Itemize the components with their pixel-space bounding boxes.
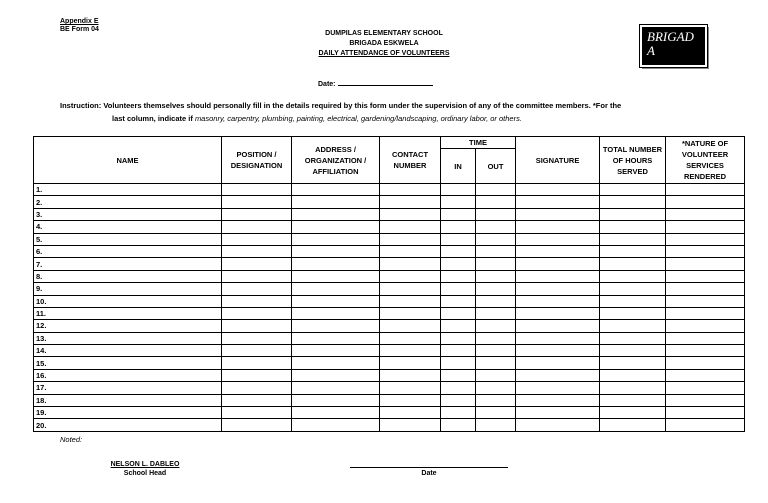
table-cell[interactable] — [380, 345, 441, 357]
instruction-line-2-bold: last column, indicate if — [112, 114, 195, 123]
table-cell[interactable] — [222, 221, 292, 233]
table-cell[interactable] — [222, 369, 292, 381]
brigada-logo-text: BRIGADA — [647, 29, 694, 58]
row-number-cell[interactable]: 19. — [34, 407, 222, 419]
table-cell[interactable] — [222, 233, 292, 245]
table-cell[interactable] — [292, 357, 380, 369]
attendance-table — [33, 136, 745, 432]
table-cell[interactable] — [380, 283, 441, 295]
table-cell[interactable] — [666, 233, 745, 245]
table-cell[interactable] — [380, 295, 441, 307]
table-cell[interactable] — [222, 345, 292, 357]
table-cell[interactable] — [292, 184, 380, 196]
table-cell[interactable] — [222, 258, 292, 270]
table-cell[interactable] — [222, 283, 292, 295]
appendix-title: Appendix E — [60, 18, 99, 25]
program-name: BRIGADA ESKWELA — [349, 40, 419, 47]
row-number-cell[interactable]: 5. — [34, 233, 222, 245]
table-cell[interactable] — [292, 307, 380, 319]
table-row — [34, 295, 745, 307]
row-number-cell[interactable]: 17. — [34, 382, 222, 394]
table-cell[interactable] — [600, 382, 666, 394]
table-cell[interactable] — [600, 295, 666, 307]
table-cell[interactable] — [516, 307, 600, 319]
table-cell[interactable] — [600, 283, 666, 295]
table-cell[interactable] — [222, 394, 292, 406]
table-cell[interactable] — [516, 394, 600, 406]
table-cell[interactable] — [441, 332, 476, 344]
table-cell[interactable] — [516, 221, 600, 233]
table-cell[interactable] — [292, 320, 380, 332]
table-row — [34, 357, 745, 369]
table-cell[interactable] — [666, 208, 745, 220]
table-cell[interactable] — [476, 245, 516, 257]
table-cell[interactable] — [516, 332, 600, 344]
table-cell[interactable] — [222, 245, 292, 257]
table-cell[interactable] — [441, 184, 476, 196]
table-cell[interactable] — [476, 332, 516, 344]
table-cell[interactable] — [380, 245, 441, 257]
table-cell[interactable] — [441, 357, 476, 369]
table-cell[interactable] — [441, 258, 476, 270]
table-cell[interactable] — [292, 245, 380, 257]
table-cell[interactable] — [476, 221, 516, 233]
table-row — [34, 320, 745, 332]
table-cell[interactable] — [292, 258, 380, 270]
school-name: DUMPILAS ELEMENTARY SCHOOL — [325, 30, 443, 37]
school-head-title: School Head — [123, 470, 167, 477]
row-number-cell[interactable]: 12. — [34, 320, 222, 332]
table-row — [34, 184, 745, 196]
table-cell[interactable] — [292, 419, 380, 431]
table-cell[interactable] — [516, 407, 600, 419]
table-cell[interactable] — [516, 245, 600, 257]
table-cell[interactable] — [516, 320, 600, 332]
table-cell[interactable] — [441, 394, 476, 406]
table-cell[interactable] — [476, 208, 516, 220]
table-row — [34, 208, 745, 220]
table-cell[interactable] — [600, 419, 666, 431]
table-cell[interactable] — [222, 419, 292, 431]
table-cell[interactable] — [222, 320, 292, 332]
table-cell[interactable] — [292, 221, 380, 233]
table-cell[interactable] — [666, 357, 745, 369]
table-cell[interactable] — [600, 208, 666, 220]
date-field — [318, 78, 433, 88]
table-cell[interactable] — [441, 345, 476, 357]
table-cell[interactable] — [441, 382, 476, 394]
table-row — [34, 245, 745, 257]
row-number-cell[interactable]: 1. — [34, 184, 222, 196]
table-cell[interactable] — [476, 369, 516, 381]
table-cell[interactable] — [222, 357, 292, 369]
row-number-cell[interactable]: 3. — [34, 208, 222, 220]
table-cell[interactable] — [666, 320, 745, 332]
row-number-cell[interactable]: 10. — [34, 295, 222, 307]
table-cell[interactable] — [222, 208, 292, 220]
table-cell[interactable] — [441, 233, 476, 245]
row-number-cell[interactable]: 18. — [34, 394, 222, 406]
table-cell[interactable] — [476, 295, 516, 307]
table-cell[interactable] — [666, 307, 745, 319]
table-cell[interactable] — [380, 208, 441, 220]
row-number-cell[interactable]: 2. — [34, 196, 222, 208]
form-title: DAILY ATTENDANCE OF VOLUNTEERS — [318, 50, 450, 57]
table-cell[interactable] — [476, 258, 516, 270]
table-cell[interactable] — [380, 394, 441, 406]
table-cell[interactable] — [292, 407, 380, 419]
table-cell[interactable] — [666, 407, 745, 419]
table-cell[interactable] — [516, 283, 600, 295]
table-cell[interactable] — [600, 369, 666, 381]
table-cell[interactable] — [516, 258, 600, 270]
row-number-cell[interactable]: 14. — [34, 345, 222, 357]
table-cell[interactable] — [666, 419, 745, 431]
table-cell[interactable] — [380, 369, 441, 381]
table-row — [34, 258, 745, 270]
table-cell[interactable] — [600, 357, 666, 369]
table-cell[interactable] — [441, 407, 476, 419]
table-cell[interactable] — [476, 394, 516, 406]
table-cell[interactable] — [600, 320, 666, 332]
table-cell[interactable] — [600, 233, 666, 245]
table-cell[interactable] — [222, 196, 292, 208]
table-row — [34, 233, 745, 245]
table-row — [34, 369, 745, 381]
table-row — [34, 345, 745, 357]
table-cell[interactable] — [476, 307, 516, 319]
table-cell[interactable] — [441, 419, 476, 431]
table-cell[interactable] — [516, 345, 600, 357]
table-cell[interactable] — [380, 332, 441, 344]
table-cell[interactable] — [600, 307, 666, 319]
table-cell[interactable] — [292, 394, 380, 406]
school-head-signature — [95, 460, 195, 478]
table-cell[interactable] — [292, 382, 380, 394]
table-cell[interactable] — [380, 196, 441, 208]
table-cell[interactable] — [476, 184, 516, 196]
header-contact: CONTACT NUMBER — [380, 137, 441, 184]
table-cell[interactable] — [666, 221, 745, 233]
table-cell[interactable] — [222, 295, 292, 307]
table-cell[interactable] — [380, 407, 441, 419]
row-number-cell[interactable]: 13. — [34, 332, 222, 344]
table-cell[interactable] — [516, 270, 600, 282]
table-cell[interactable] — [476, 233, 516, 245]
table-cell[interactable] — [516, 382, 600, 394]
table-cell[interactable] — [516, 295, 600, 307]
table-cell[interactable] — [516, 369, 600, 381]
row-number-cell[interactable]: 15. — [34, 357, 222, 369]
date-blank-line[interactable] — [338, 78, 433, 86]
instruction-line-2 — [60, 112, 710, 125]
table-row — [34, 382, 745, 394]
table-cell[interactable] — [441, 208, 476, 220]
header-time: TIME — [441, 137, 516, 149]
table-cell[interactable] — [380, 307, 441, 319]
brigada-logo — [640, 25, 707, 67]
table-cell[interactable] — [441, 245, 476, 257]
table-cell[interactable] — [600, 184, 666, 196]
table-cell[interactable] — [600, 196, 666, 208]
table-cell[interactable] — [292, 295, 380, 307]
header-signature: SIGNATURE — [516, 137, 600, 184]
table-row — [34, 332, 745, 344]
table-cell[interactable] — [476, 270, 516, 282]
table-row — [34, 307, 745, 319]
table-cell[interactable] — [600, 245, 666, 257]
table-cell[interactable] — [476, 357, 516, 369]
noted-label: Noted: — [60, 435, 83, 444]
table-row — [34, 407, 745, 419]
table-cell[interactable] — [600, 345, 666, 357]
table-cell[interactable] — [600, 394, 666, 406]
table-cell[interactable] — [222, 382, 292, 394]
table-cell[interactable] — [476, 382, 516, 394]
table-cell[interactable] — [292, 196, 380, 208]
table-cell[interactable] — [476, 320, 516, 332]
table-cell[interactable] — [292, 270, 380, 282]
instruction-line-1: Instruction: Volunteers themselves should personally fill in the details required by this form under the supervision of any of the committee members. *For the — [60, 101, 622, 110]
table-cell[interactable] — [666, 332, 745, 344]
table-cell[interactable] — [476, 407, 516, 419]
table-cell[interactable] — [600, 407, 666, 419]
row-number-cell[interactable]: 8. — [34, 270, 222, 282]
table-row — [34, 270, 745, 282]
table-cell[interactable] — [380, 382, 441, 394]
table-cell[interactable] — [666, 283, 745, 295]
header-time-in: IN — [441, 149, 476, 184]
table-cell[interactable] — [600, 270, 666, 282]
table-cell[interactable] — [516, 184, 600, 196]
signature-date-label: Date — [421, 470, 437, 477]
table-cell[interactable] — [600, 332, 666, 344]
table-cell[interactable] — [516, 233, 600, 245]
form-number: BE Form 04 — [60, 26, 99, 33]
header-hours: TOTAL NUMBER OF HOURS SERVED — [600, 137, 666, 184]
table-cell[interactable] — [666, 258, 745, 270]
table-cell[interactable] — [441, 196, 476, 208]
table-cell[interactable] — [666, 270, 745, 282]
table-cell[interactable] — [516, 357, 600, 369]
table-cell[interactable] — [292, 345, 380, 357]
table-cell[interactable] — [380, 270, 441, 282]
row-number-cell[interactable]: 16. — [34, 369, 222, 381]
table-cell[interactable] — [516, 196, 600, 208]
header-nature: *NATURE OF VOLUNTEER SERVICES RENDERED — [666, 137, 745, 184]
table-cell[interactable] — [222, 332, 292, 344]
table-cell[interactable] — [441, 295, 476, 307]
table-cell[interactable] — [292, 233, 380, 245]
table-cell[interactable] — [516, 419, 600, 431]
table-cell[interactable] — [222, 270, 292, 282]
table-cell[interactable] — [666, 196, 745, 208]
table-cell[interactable] — [292, 369, 380, 381]
table-cell[interactable] — [292, 208, 380, 220]
table-cell[interactable] — [600, 221, 666, 233]
row-number-cell[interactable]: 9. — [34, 283, 222, 295]
table-cell[interactable] — [666, 394, 745, 406]
table-cell[interactable] — [380, 320, 441, 332]
table-cell[interactable] — [476, 419, 516, 431]
instruction-text — [60, 99, 710, 125]
table-cell[interactable] — [666, 369, 745, 381]
instruction-line-2-italic: masonry, carpentry, plumbing, painting, electrical, gardening/landscaping, ordinary labor, or others. — [194, 114, 522, 123]
header-name: NAME — [34, 137, 222, 184]
table-cell[interactable] — [380, 184, 441, 196]
table-cell[interactable] — [476, 196, 516, 208]
table-cell[interactable] — [476, 345, 516, 357]
table-cell[interactable] — [441, 369, 476, 381]
table-cell[interactable] — [666, 382, 745, 394]
attendance-rows — [34, 184, 745, 432]
row-number-cell[interactable]: 6. — [34, 245, 222, 257]
table-cell[interactable] — [666, 184, 745, 196]
table-cell[interactable] — [380, 419, 441, 431]
table-cell[interactable] — [476, 283, 516, 295]
table-cell[interactable] — [441, 320, 476, 332]
table-cell[interactable] — [666, 295, 745, 307]
school-head-name: NELSON L. DABLEO — [110, 461, 180, 468]
table-row — [34, 394, 745, 406]
header-time-out: OUT — [476, 149, 516, 184]
table-cell[interactable] — [222, 407, 292, 419]
header-address: ADDRESS / ORGANIZATION / AFFILIATION — [292, 137, 380, 184]
table-cell[interactable] — [292, 283, 380, 295]
table-cell[interactable] — [516, 208, 600, 220]
row-number-cell[interactable]: 4. — [34, 221, 222, 233]
signature-date — [350, 460, 508, 478]
table-cell[interactable] — [292, 332, 380, 344]
table-cell[interactable] — [222, 307, 292, 319]
table-cell[interactable] — [600, 258, 666, 270]
table-cell[interactable] — [666, 245, 745, 257]
table-cell[interactable] — [441, 283, 476, 295]
table-row — [34, 419, 745, 431]
table-cell[interactable] — [380, 258, 441, 270]
table-cell[interactable] — [380, 233, 441, 245]
row-number-cell[interactable]: 7. — [34, 258, 222, 270]
table-cell[interactable] — [222, 184, 292, 196]
table-row — [34, 283, 745, 295]
table-row — [34, 221, 745, 233]
table-cell[interactable] — [380, 221, 441, 233]
table-row — [34, 196, 745, 208]
table-cell[interactable] — [666, 345, 745, 357]
table-cell[interactable] — [441, 221, 476, 233]
table-cell[interactable] — [441, 270, 476, 282]
row-number-cell[interactable]: 20. — [34, 419, 222, 431]
table-cell[interactable] — [380, 357, 441, 369]
table-cell[interactable] — [441, 307, 476, 319]
date-label: Date: — [318, 81, 336, 88]
row-number-cell[interactable]: 11. — [34, 307, 222, 319]
header-position: POSITION / DESIGNATION — [222, 137, 292, 184]
